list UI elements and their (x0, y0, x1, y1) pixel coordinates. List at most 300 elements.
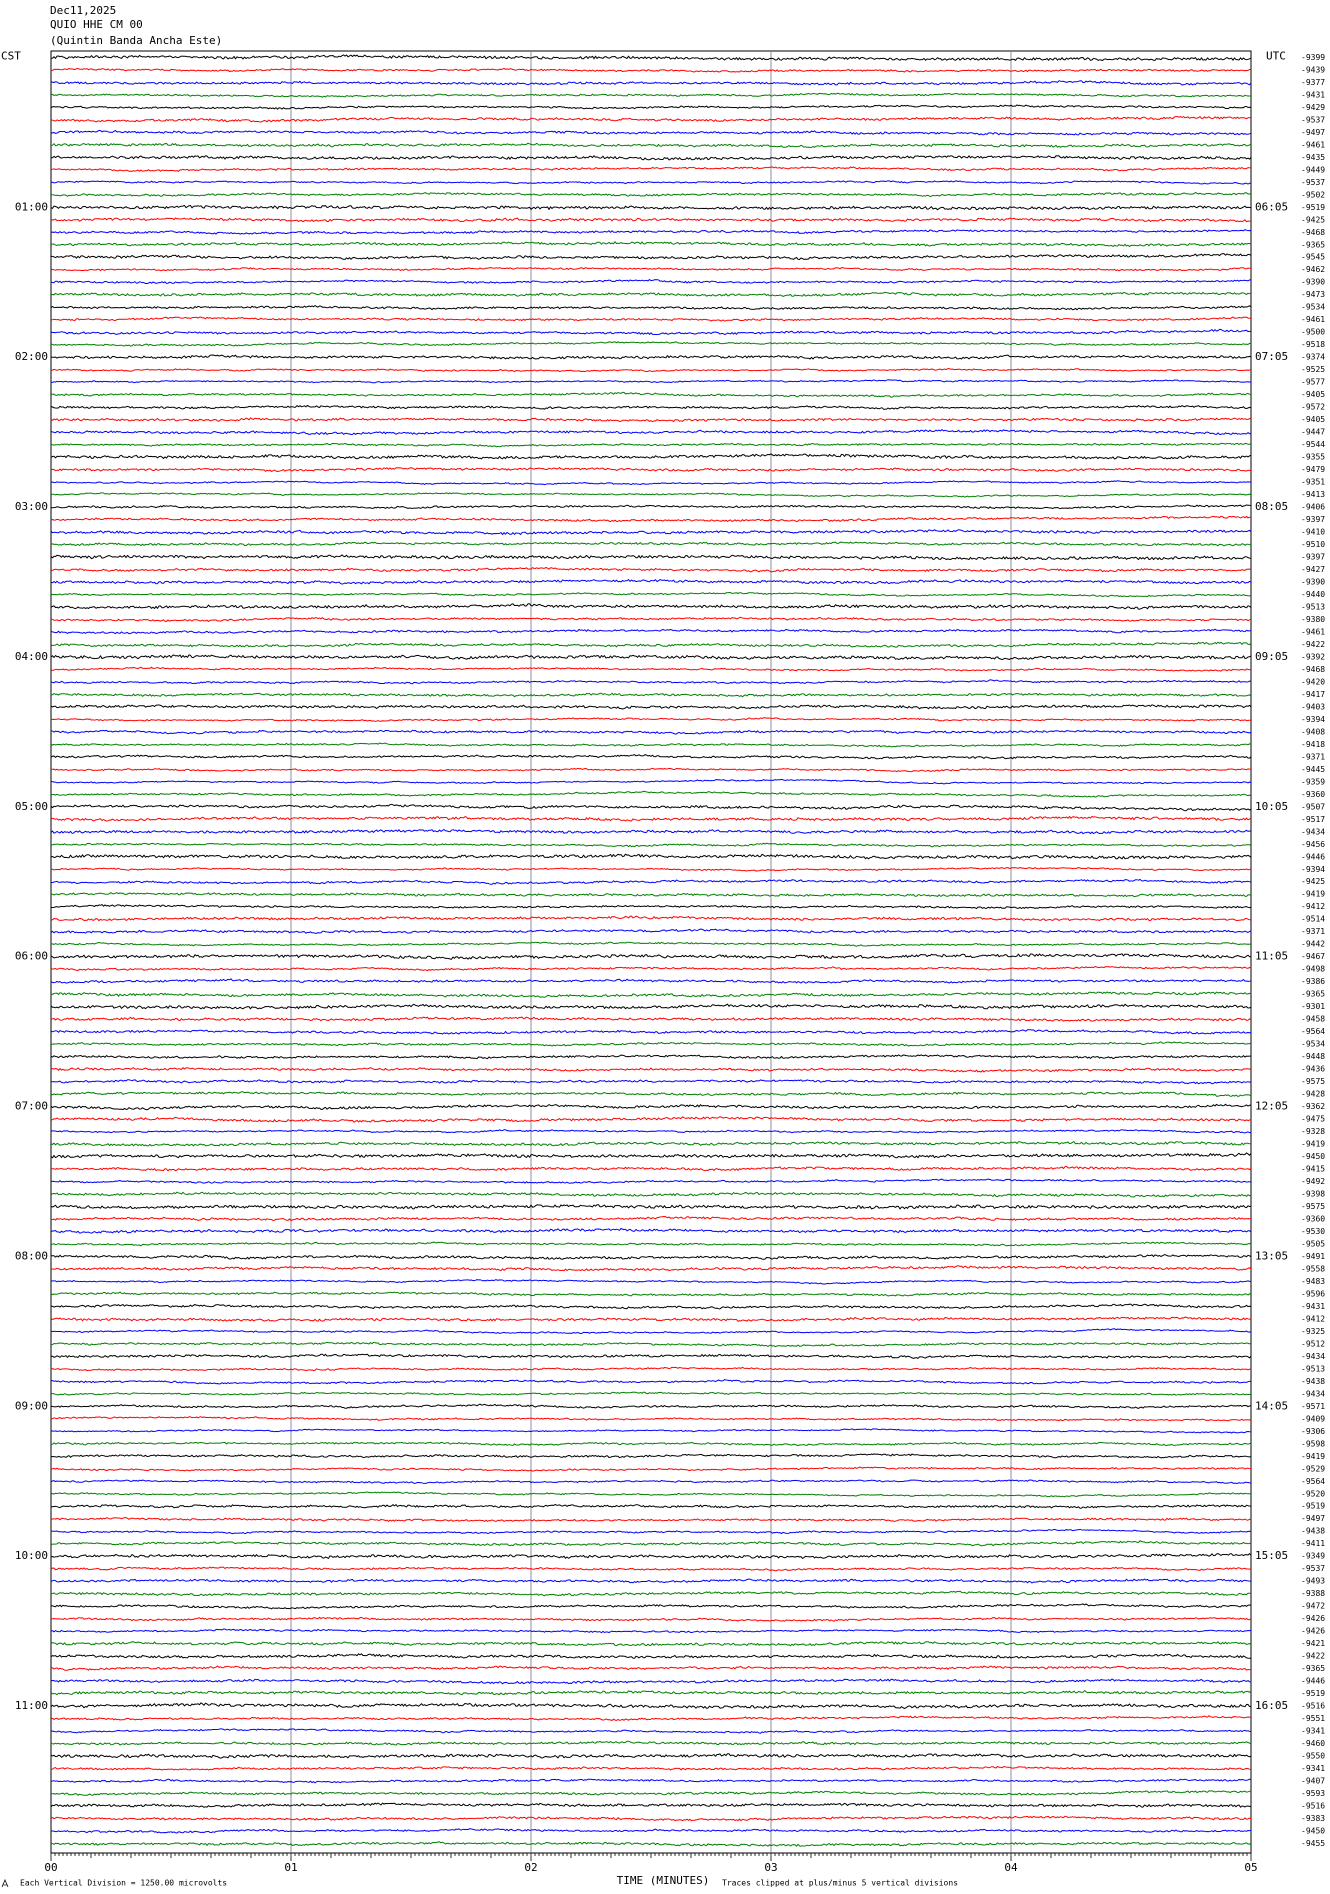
trace-offset-label: -9390 (1301, 277, 1326, 287)
trace (51, 1567, 1251, 1571)
seismic-traces (51, 55, 1251, 1846)
trace (51, 418, 1251, 422)
trace (51, 1579, 1251, 1583)
trace-offset-label: -9450 (1301, 1152, 1326, 1162)
trace (51, 342, 1251, 346)
trace-offset-label: -9431 (1301, 90, 1326, 100)
trace-offset-label: -9497 (1301, 1514, 1326, 1524)
trace (51, 1454, 1251, 1458)
trace-offset-label: -9461 (1301, 140, 1326, 150)
trace-offset-label: -9415 (1301, 1164, 1326, 1174)
trace (51, 380, 1251, 383)
trace-offset-label: -9412 (1301, 1314, 1326, 1324)
trace (51, 218, 1251, 222)
trace-offset-label: -9577 (1301, 377, 1326, 387)
trace (51, 1304, 1251, 1309)
trace (51, 1492, 1251, 1497)
trace (51, 1080, 1251, 1084)
minute-gridlines (291, 51, 1011, 1853)
trace (51, 954, 1251, 959)
trace-offset-label: -9301 (1301, 1002, 1326, 1012)
trace-offset-label: -9492 (1301, 1177, 1326, 1186)
trace-offset-label: -9407 (1301, 1776, 1326, 1786)
trace-offset-label: -9409 (1301, 1414, 1326, 1424)
trace-offset-label: -9516 (1301, 1801, 1326, 1811)
trace (51, 1030, 1251, 1034)
x-tick-label: 04 (1004, 1861, 1018, 1874)
trace-offset-label: -9545 (1301, 252, 1326, 262)
trace-offset-label: -9448 (1301, 1052, 1326, 1062)
trace-offset-label: -9518 (1301, 340, 1326, 350)
trace (51, 392, 1251, 397)
trace-offset-label: -9431 (1301, 1301, 1326, 1311)
trace-offset-label: -9360 (1301, 1214, 1326, 1224)
utc-hour-label: 06:05 (1255, 200, 1289, 214)
trace-offset-label: -9491 (1301, 1251, 1326, 1261)
cst-hour-label: 09:00 (14, 1399, 48, 1413)
trace-offset-label: -9410 (1301, 527, 1326, 537)
trace-offset-label: -9429 (1301, 102, 1326, 112)
trace-offset-label: -9405 (1301, 415, 1326, 425)
trace (51, 1429, 1251, 1433)
trace (51, 1205, 1251, 1209)
trace (51, 1754, 1251, 1758)
trace (51, 1092, 1251, 1097)
trace-offset-label: -9380 (1301, 614, 1326, 624)
trace (51, 1703, 1251, 1709)
trace (51, 979, 1251, 983)
trace-offset-label: -9421 (1301, 1639, 1326, 1649)
trace-offset-label: -9349 (1301, 1551, 1326, 1561)
utc-hour-label: 16:05 (1255, 1699, 1289, 1713)
x-tick-label: 05 (1244, 1861, 1258, 1874)
trace-offset-label: -9420 (1301, 677, 1326, 687)
trace-offset-label: -9461 (1301, 627, 1326, 637)
cst-hour-labels (1, 49, 48, 1712)
trace (51, 1166, 1251, 1171)
trace-offset-label: -9550 (1301, 1751, 1326, 1761)
trace (51, 306, 1251, 310)
trace-offset-label: -9512 (1301, 1339, 1326, 1349)
trace (51, 55, 1251, 61)
trace-offset-label: -9422 (1301, 1651, 1326, 1661)
trace (51, 680, 1251, 684)
trace (51, 1741, 1251, 1745)
trace (51, 655, 1251, 660)
trace-offset-label: -9371 (1301, 927, 1326, 937)
trace-offset-label: -9383 (1301, 1813, 1326, 1823)
trace-offset-label: -9388 (1301, 1589, 1326, 1599)
utc-hour-label: 09:05 (1255, 649, 1289, 663)
trace-offset-label: -9475 (1301, 1114, 1326, 1124)
trace-offset-label: -9572 (1301, 402, 1326, 412)
trace (51, 1142, 1251, 1146)
trace (51, 905, 1251, 909)
trace (51, 1392, 1251, 1395)
trace-offset-label: -9390 (1301, 577, 1326, 587)
trace-offset-label: -9519 (1301, 1501, 1326, 1511)
trace (51, 1505, 1251, 1509)
trace-offset-label: -9447 (1301, 427, 1326, 437)
cst-hour-label: CST (1, 49, 21, 63)
trace (51, 1255, 1251, 1260)
trace-offset-label: -9450 (1301, 1826, 1326, 1836)
trace (51, 1217, 1251, 1221)
trace (51, 1242, 1251, 1246)
trace (51, 117, 1251, 122)
scale-note: Each Vertical Division = 1250.00 microvolts (20, 1878, 228, 1888)
trace (51, 580, 1251, 585)
trace-offset-label: -9397 (1301, 552, 1326, 562)
trace (51, 1017, 1251, 1021)
trace (51, 430, 1251, 435)
trace-offset-label: -9530 (1301, 1226, 1326, 1236)
trace (51, 1518, 1251, 1522)
trace (51, 942, 1251, 946)
trace-offset-label: -9497 (1301, 127, 1326, 137)
cst-hour-label: 08:00 (14, 1249, 48, 1263)
trace (51, 1729, 1251, 1733)
trace (51, 879, 1251, 884)
trace (51, 1691, 1251, 1695)
cst-hour-label: 11:00 (14, 1699, 48, 1713)
trace (51, 1442, 1251, 1445)
trace-offset-label: -9519 (1301, 1689, 1326, 1699)
trace (51, 843, 1251, 847)
trace-offset-label: -9406 (1301, 502, 1326, 512)
trace-offset-label: -9397 (1301, 515, 1326, 525)
trace-offset-label: -9455 (1301, 1838, 1326, 1848)
trace-offset-label: -9596 (1301, 1289, 1326, 1299)
trace-offset-label: -9502 (1301, 190, 1326, 200)
trace-offset-label: -9434 (1301, 827, 1326, 837)
trace (51, 443, 1251, 447)
trace (51, 1591, 1251, 1596)
trace (51, 1342, 1251, 1346)
trace (51, 718, 1251, 722)
trace (51, 1529, 1251, 1533)
trace (51, 1779, 1251, 1783)
trace-offset-label: -9461 (1301, 315, 1326, 325)
cst-hour-label: 10:00 (14, 1549, 48, 1563)
trace (51, 629, 1251, 634)
trace (51, 1829, 1251, 1833)
trace (51, 1004, 1251, 1009)
trace-offset-label: -9440 (1301, 589, 1326, 599)
trace-offset-label: -9422 (1301, 639, 1326, 649)
trace-offset-label: -9439 (1301, 65, 1326, 75)
trace (51, 1842, 1251, 1847)
utc-hour-label: 12:05 (1255, 1099, 1289, 1113)
trace (51, 1467, 1251, 1471)
trace (51, 604, 1251, 610)
trace (51, 1679, 1251, 1684)
trace (51, 868, 1251, 872)
trace (51, 1042, 1251, 1046)
trace-offset-label: -9360 (1301, 789, 1326, 799)
trace (51, 292, 1251, 296)
trace-offset-label: -9544 (1301, 440, 1326, 450)
trace-offset-label: -9306 (1301, 1426, 1326, 1436)
trace-offset-label: -9427 (1301, 564, 1326, 574)
trace (51, 68, 1251, 72)
trace (51, 779, 1251, 784)
trace (51, 1404, 1251, 1408)
trace (51, 1617, 1251, 1621)
trace-offset-label: -9341 (1301, 1726, 1326, 1736)
utc-hour-label: 07:05 (1255, 350, 1289, 364)
trace (51, 1280, 1251, 1284)
trace-offset-label: -9365 (1301, 240, 1326, 250)
trace-offset-label: -9519 (1301, 202, 1326, 212)
trace-offset-label: -9472 (1301, 1601, 1326, 1611)
trace-offset-label: -9399 (1301, 52, 1326, 62)
trace (51, 1554, 1251, 1559)
trace (51, 568, 1251, 572)
trace-offset-label: -9398 (1301, 1189, 1326, 1199)
x-axis-title: TIME (MINUTES) (616, 1874, 710, 1887)
trace-offset-label: -9411 (1301, 1539, 1326, 1549)
trace (51, 816, 1251, 821)
trace (51, 268, 1251, 271)
trace-offset-label: -9598 (1301, 1439, 1326, 1449)
cst-hour-label: 03:00 (14, 500, 48, 514)
x-tick-label: 02 (524, 1861, 538, 1874)
trace-offset-label: -9517 (1301, 814, 1326, 824)
utc-hour-label: 13:05 (1255, 1249, 1289, 1263)
cst-hour-label: 06:00 (14, 949, 48, 963)
trace-offset-label: -9498 (1301, 964, 1326, 974)
cst-hour-label: 07:00 (14, 1099, 48, 1113)
trace (51, 355, 1251, 359)
trace (51, 1629, 1251, 1633)
trace-offset-label: -9593 (1301, 1789, 1326, 1799)
trace (51, 804, 1251, 810)
trace (51, 156, 1251, 160)
trace-offset-label: -9435 (1301, 152, 1326, 162)
trace (51, 830, 1251, 834)
trace (51, 967, 1251, 971)
trace (51, 242, 1251, 247)
trace (51, 1192, 1251, 1197)
trace-offset-label: -9392 (1301, 652, 1326, 662)
trace (51, 593, 1251, 597)
clip-note: Traces clipped at plus/minus 5 vertical divisions (722, 1878, 959, 1888)
x-tick-label: 01 (284, 1861, 298, 1874)
trace-offset-label: -9413 (1301, 490, 1326, 500)
trace (51, 992, 1251, 997)
x-axis (44, 1853, 1257, 1874)
trace (51, 1767, 1251, 1771)
trace-offset-label: -9412 (1301, 902, 1326, 912)
plot-frame (51, 51, 1251, 1853)
trace (51, 143, 1251, 147)
utc-hour-label: 15:05 (1255, 1549, 1289, 1563)
trace-offset-label: -9513 (1301, 1364, 1326, 1374)
trace-offset-label: -9426 (1301, 1626, 1326, 1636)
trace (51, 1317, 1251, 1321)
trace-offset-label: -9564 (1301, 1476, 1326, 1486)
trace (51, 1179, 1251, 1183)
trace (51, 181, 1251, 184)
trace (51, 768, 1251, 771)
trace (51, 454, 1251, 459)
trace (51, 230, 1251, 235)
trace-offset-label: -9341 (1301, 1764, 1326, 1774)
trace-offset-label: -9365 (1301, 1664, 1326, 1674)
trace (51, 516, 1251, 521)
trace (51, 1354, 1251, 1358)
trace (51, 1791, 1251, 1796)
trace (51, 705, 1251, 709)
trace (51, 1292, 1251, 1296)
trace-offset-label: -9436 (1301, 1064, 1326, 1074)
trace (51, 542, 1251, 546)
trace-offset-label: -9468 (1301, 664, 1326, 674)
trace (51, 1716, 1251, 1721)
trace (51, 1480, 1251, 1484)
utc-hour-label: 10:05 (1255, 799, 1289, 813)
trace (51, 317, 1251, 321)
trace (51, 555, 1251, 560)
trace (51, 755, 1251, 759)
trace-offset-label: -9551 (1301, 1714, 1326, 1724)
trace-offset-label: -9351 (1301, 477, 1326, 487)
trace-offset-label: -9386 (1301, 977, 1326, 987)
utc-hour-labels (1255, 49, 1288, 1712)
trace-offset-label: -9417 (1301, 689, 1326, 699)
x-tick-label: 03 (764, 1861, 778, 1874)
cst-hour-label: 05:00 (14, 799, 48, 813)
x-tick-label: 00 (44, 1861, 58, 1874)
trace (51, 1541, 1251, 1546)
trace-offset-label: -9537 (1301, 1564, 1326, 1574)
trace (51, 530, 1251, 535)
trace-offset-label: -9428 (1301, 1089, 1326, 1099)
trace (51, 329, 1251, 334)
trace-offset-label: -9468 (1301, 227, 1326, 237)
trace-offset-label: -9403 (1301, 702, 1326, 712)
record-date: Dec11,2025 (50, 4, 117, 17)
trace-offset-label: -9419 (1301, 1451, 1326, 1461)
trace (51, 743, 1251, 747)
trace-offset-label: -9571 (1301, 1401, 1326, 1411)
trace-offset-label: -9534 (1301, 302, 1326, 312)
trace-offset-label: -9575 (1301, 1077, 1326, 1087)
trace (51, 1380, 1251, 1384)
trace-offset-label: -9537 (1301, 115, 1326, 125)
trace (51, 1816, 1251, 1821)
trace (51, 105, 1251, 109)
trace-offset-label: -9365 (1301, 989, 1326, 999)
trace (51, 1666, 1251, 1670)
trace-offset-label: -9516 (1301, 1701, 1326, 1711)
trace (51, 505, 1251, 509)
trace-offset-label: -9377 (1301, 77, 1326, 87)
trace-offset-label: -9359 (1301, 777, 1326, 787)
trace-offset-label: -9442 (1301, 939, 1326, 949)
trace-offset-label: -9513 (1301, 602, 1326, 612)
cst-hour-label: 01:00 (14, 200, 48, 214)
trace (51, 1367, 1251, 1370)
trace-offset-label: -9425 (1301, 877, 1326, 887)
trace-offset-label: -9408 (1301, 727, 1326, 737)
trace-offset-label: -9434 (1301, 1351, 1326, 1361)
trace-offset-label: -9529 (1301, 1464, 1326, 1474)
trace-offset-label: -9525 (1301, 365, 1326, 375)
trace-offset-label: -9449 (1301, 165, 1326, 175)
trace (51, 854, 1251, 859)
trace (51, 642, 1251, 647)
trace (51, 193, 1251, 197)
utc-hour-label: 14:05 (1255, 1399, 1289, 1413)
trace (51, 481, 1251, 485)
trace (51, 493, 1251, 497)
trace-offset-label: -9446 (1301, 1676, 1326, 1686)
trace-offset-label: -9426 (1301, 1614, 1326, 1624)
trace-offset-label: -9564 (1301, 1027, 1326, 1037)
trace-offset-label: -9446 (1301, 852, 1326, 862)
station-site-name: (Quintin Banda Ancha Este) (50, 34, 223, 47)
trace (51, 1130, 1251, 1133)
trace-offset-label: -9419 (1301, 1139, 1326, 1149)
trace-offset-label: -9371 (1301, 752, 1326, 762)
trace-offset-label: -9458 (1301, 1014, 1326, 1024)
trace (51, 791, 1251, 797)
trace-offset-label: -9374 (1301, 352, 1326, 362)
trace-offset-label: -9534 (1301, 1039, 1326, 1049)
trace (51, 405, 1251, 409)
trace (51, 280, 1251, 284)
trace-offset-label: -9362 (1301, 1102, 1326, 1112)
logo-icon (2, 1880, 8, 1887)
trace-offset-label: -9445 (1301, 764, 1326, 774)
trace-offset-labels (1301, 53, 1325, 1848)
cst-hour-label: 02:00 (14, 350, 48, 364)
trace (51, 1604, 1251, 1609)
trace (51, 617, 1251, 621)
trace-offset-label: -9434 (1301, 1389, 1326, 1399)
trace (51, 916, 1251, 921)
trace (51, 131, 1251, 135)
trace-offset-label: -9438 (1301, 1376, 1326, 1386)
trace (51, 206, 1251, 210)
trace (51, 667, 1251, 671)
trace-offset-label: -9537 (1301, 177, 1326, 187)
trace (51, 468, 1251, 472)
trace-offset-label: -9460 (1301, 1739, 1326, 1749)
trace-offset-label: -9514 (1301, 914, 1326, 924)
trace (51, 1642, 1251, 1646)
trace-offset-label: -9394 (1301, 864, 1326, 874)
trace (51, 893, 1251, 897)
trace (51, 369, 1251, 372)
trace (51, 1068, 1251, 1073)
utc-hour-label: 11:05 (1255, 949, 1289, 963)
trace-offset-label: -9425 (1301, 215, 1326, 225)
trace (51, 1229, 1251, 1234)
trace-offset-label: -9473 (1301, 290, 1326, 300)
trace-offset-label: -9483 (1301, 1276, 1326, 1286)
trace-offset-label: -9467 (1301, 952, 1326, 962)
trace-offset-label: -9325 (1301, 1326, 1326, 1336)
trace (51, 1654, 1251, 1659)
trace-offset-label: -9493 (1301, 1576, 1326, 1586)
trace-offset-label: -9479 (1301, 465, 1326, 475)
trace-offset-label: -9328 (1301, 1127, 1326, 1137)
trace (51, 1329, 1251, 1334)
trace (51, 254, 1251, 260)
